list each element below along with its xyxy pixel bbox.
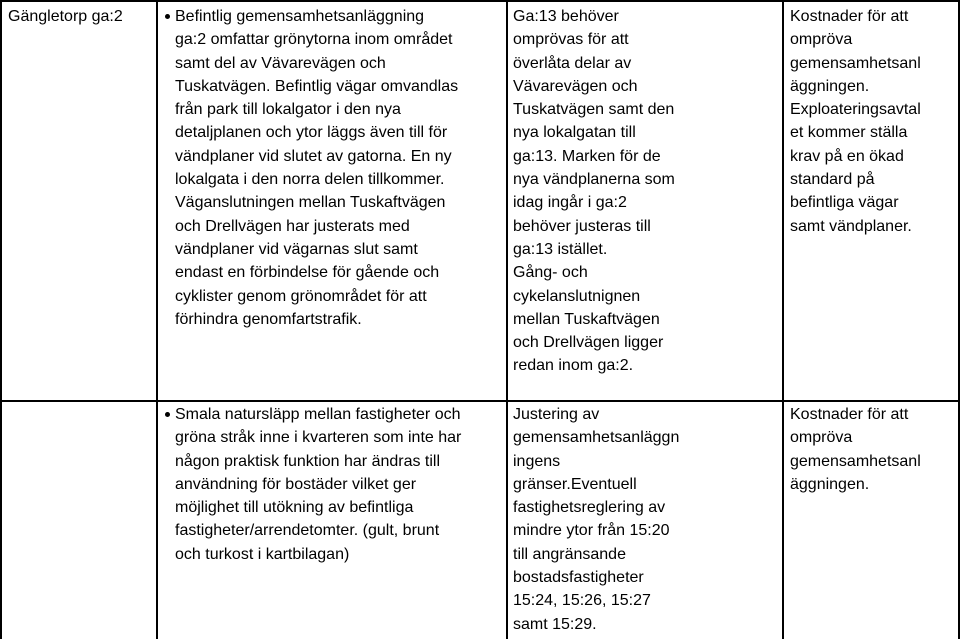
- description-line: från park till lokalgator i den nya: [175, 101, 401, 119]
- action-line: ga:13. Marken för de: [513, 147, 661, 165]
- cost-cell: [790, 5, 921, 238]
- cost-line: samt vändplaner.: [790, 217, 912, 235]
- action-cell: [513, 403, 679, 636]
- action-cell: [513, 5, 675, 378]
- description-line: någon praktisk funktion har ändras till: [175, 452, 441, 470]
- action-line: cykelanslutnignen: [513, 287, 641, 305]
- action-line: och Drellvägen ligger: [513, 334, 664, 352]
- description-line: vändplaner vid slutet av gatorna. En ny: [175, 147, 452, 165]
- action-line: Gång- och: [513, 264, 588, 282]
- cost-line: Kostnader för att: [790, 406, 909, 423]
- action-line: gränser.Eventuell: [513, 475, 637, 493]
- action-line: mindre ytor från 15:20: [513, 522, 670, 540]
- location-cell: [8, 5, 123, 28]
- cost-line: standard på: [790, 171, 875, 189]
- cost-line: gemensamhetsanl: [790, 54, 921, 72]
- action-line: överlåta delar av: [513, 54, 632, 72]
- bullet-icon: [165, 14, 170, 19]
- table-border-left: [0, 0, 2, 639]
- description-line: ga:2 omfattar grönytorna inom området: [175, 31, 453, 49]
- table-row-divider: [0, 400, 960, 402]
- table-column-divider: [506, 0, 508, 639]
- description-line: Tuskatvägen. Befintlig vägar omvandlas: [175, 77, 459, 95]
- description-line: gröna stråk inne i kvarteren som inte har: [175, 429, 462, 447]
- action-line: till angränsande: [513, 545, 626, 563]
- action-line: nya vändplanerna som: [513, 171, 675, 189]
- table-border-top: [0, 0, 960, 2]
- description-line: cyklister genom grönområdet för att: [175, 287, 427, 305]
- action-line: Vävarevägen och: [513, 77, 638, 95]
- cost-line: Exploateringsavtal: [790, 101, 921, 119]
- cost-line: krav på en ökad: [790, 147, 904, 165]
- cost-line: äggningen.: [790, 475, 870, 493]
- description-line: möjlighet till utökning av befintliga: [175, 499, 414, 517]
- description-line: vändplaner vid vägarnas slut samt: [175, 240, 418, 258]
- action-line: redan inom ga:2.: [513, 357, 634, 375]
- action-line: Tuskatvägen samt den: [513, 101, 675, 119]
- action-line: ingens: [513, 452, 561, 470]
- location-text: Gängletorp ga:2: [8, 8, 123, 25]
- action-line: Ga:13 behöver: [513, 8, 619, 25]
- bullet-icon: [165, 412, 170, 417]
- description-line: lokalgata i den norra delen tillkommer.: [175, 171, 445, 189]
- action-line: omprövas för att: [513, 31, 629, 49]
- description-line: Smala natursläpp mellan fastigheter och: [175, 406, 461, 423]
- description-line: fastigheter/arrendetomter. (gult, brunt: [175, 522, 440, 540]
- description-line: Befintlig gemensamhetsanläggning: [175, 8, 425, 25]
- table-column-divider: [782, 0, 784, 639]
- description-line: detaljplanen och ytor läggs även till för: [175, 124, 448, 142]
- description-line: förhindra genomfartstrafik.: [175, 310, 362, 328]
- action-line: gemensamhetsanläggn: [513, 429, 680, 447]
- cost-cell: [790, 403, 921, 496]
- cost-line: et kommer ställa: [790, 124, 908, 142]
- description-line: användning för bostäder vilket ger: [175, 475, 417, 493]
- action-line: Justering av: [513, 406, 600, 423]
- cost-line: gemensamhetsanl: [790, 452, 921, 470]
- action-line: fastighetsreglering av: [513, 499, 666, 517]
- cost-line: Kostnader för att: [790, 8, 909, 25]
- action-line: ga:13 istället.: [513, 240, 608, 258]
- action-line: samt 15:29.: [513, 615, 597, 633]
- action-line: bostadsfastigheter: [513, 569, 644, 587]
- description-line: och Drellvägen har justerats med: [175, 217, 410, 235]
- description-line: och turkost i kartbilagan): [175, 545, 350, 563]
- cost-line: ompröva: [790, 429, 853, 447]
- description-line: endast en förbindelse för gående och: [175, 264, 440, 282]
- table-column-divider: [156, 0, 158, 639]
- action-line: mellan Tuskaftvägen: [513, 310, 660, 328]
- description-line: samt del av Vävarevägen och: [175, 54, 386, 72]
- cost-line: befintliga vägar: [790, 194, 899, 212]
- action-line: nya lokalgatan till: [513, 124, 636, 142]
- description-line: Väganslutningen mellan Tuskaftvägen: [175, 194, 446, 212]
- cost-line: ompröva: [790, 31, 853, 49]
- cost-line: äggningen.: [790, 77, 870, 95]
- action-line: idag ingår i ga:2: [513, 194, 627, 212]
- action-line: 15:24, 15:26, 15:27: [513, 592, 651, 610]
- action-line: behöver justeras till: [513, 217, 651, 235]
